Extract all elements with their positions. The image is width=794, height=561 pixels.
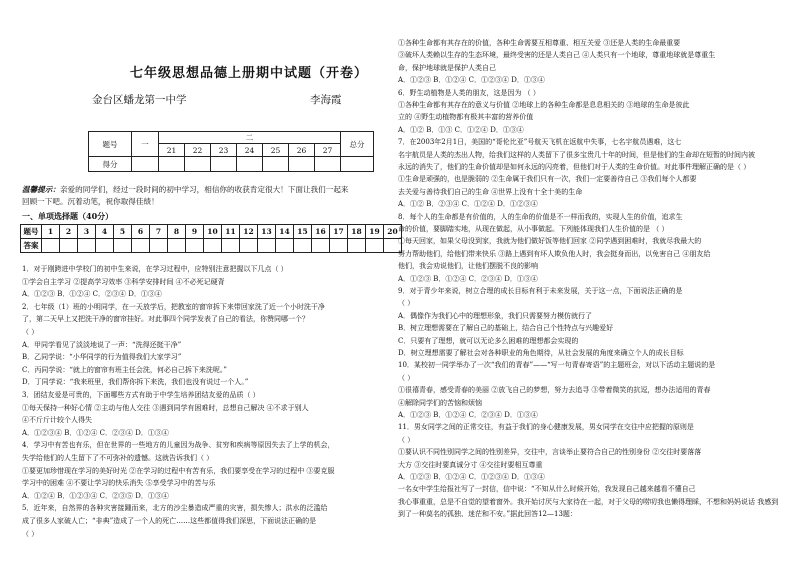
section-title: 一、单项选择题（40分）: [22, 211, 114, 221]
question-line: 失学给他们的人生留下了不可弥补的遗憾。这就告诉我们（ ）: [22, 454, 214, 462]
answer-number: 4: [96, 225, 114, 239]
question-line: （ ）: [398, 373, 415, 382]
answer-cell[interactable]: [114, 239, 132, 253]
question-line: 4．学习中有苦也有乐，但在世界的一些地方的儿童因为战争、贫穷和疾病等原因失去了上学的机会，: [22, 441, 335, 450]
question-line: 6．野生动植物是人类的朋友，这是因为 （ ）: [398, 88, 540, 97]
answer-cell[interactable]: [60, 239, 78, 253]
question-line: 学习中的困难 ④不要让学习的快乐消失 ⑤享受学习中的苦与乐: [22, 479, 216, 488]
answer-number: 5: [114, 225, 132, 239]
question-line: 去关爱与善待我们自己的生命 ④世界上没有十全十美的生命: [398, 187, 583, 196]
question-line: 成了很多人家破人亡；“非典”造成了一个人的死亡……这些都值得我们深思，下面说法正确的是: [22, 517, 317, 525]
question-line: 了，第二天早上又把洗干净的窗帘挂好。对此事四个同学发表了自己的看法，你赞同哪一个？: [22, 315, 309, 324]
question-line: ①要认识不同性别同学之间的性别差异，交往中，言谈举止要符合自己的性别身份 ②交往时要落落: [398, 448, 702, 457]
answer-number: 1: [42, 225, 60, 239]
question-line: （ ）: [22, 328, 39, 336]
question-line: 8．每个人的生命都是有价值的，人的生命的价值是不一样而我的，实现人生的价值，追求生: [398, 212, 683, 221]
score-table: [88, 131, 374, 172]
question-line: 努力帮助他们，给他们带来快乐 ③路上遇到有坏人欺负他人时，我会挺身而出，以免害自己 ④朋友给: [398, 249, 711, 258]
answer-table: [20, 224, 402, 253]
answer-cell[interactable]: [276, 239, 294, 253]
answer-number: 20: [384, 225, 402, 239]
answer-number: 13: [258, 225, 276, 239]
score-cell[interactable]: [132, 157, 159, 172]
question-line: D．树立理想需要了解社会对各种职业的角色期待，从社会发展的角度来确立个人的成长目标: [398, 349, 684, 357]
score-col-two: 二: [159, 132, 341, 144]
score-subcol: 24: [237, 144, 263, 157]
question-line: 9．对于青少年来说，树立合理的成长目标有利于未来发展，关于这一点，下面说法正确的是: [398, 287, 683, 295]
question-line: A．①②③ B．①②④ C．①②③④ D．①③④: [398, 76, 545, 85]
score-subcol: 23: [211, 144, 237, 157]
answer-cell[interactable]: [204, 239, 222, 253]
question-line: 名宇航员是人类的杰出人物，给我们这样的人类留下了很多宝贵几十年的时间，但是他们的生命却在短暂的时间内被: [398, 150, 755, 159]
question-line: 1．对于刚跨进中学校门的初中生来说，在学习过程中，应特别注意把握以下几点（ ）: [22, 265, 288, 273]
question-line: B．树立理想需要在了解自己的基础上，结合自己个性特点与兴趣爱好: [398, 324, 614, 333]
score-subcol: 21: [159, 144, 185, 157]
exam-title: 七年级思想品德上册期中试题（开卷）: [130, 66, 369, 81]
answer-number: 17: [330, 225, 348, 239]
greeting-lead: 温馨提示：: [22, 185, 60, 194]
answer-cell[interactable]: [258, 239, 276, 253]
question-line: A．①②④ B．①②③④ C．②③⑤ D．①③④: [22, 491, 169, 500]
question-line: 2．七年级（1）班的小明同学，在一天放学后，把教室的窗帘拆下来带回家洗了近一个小时洗干净: [22, 302, 325, 311]
answer-cell[interactable]: [132, 239, 150, 253]
answer-cell[interactable]: [168, 239, 186, 253]
school-name: 金台区蟠龙第一中学: [92, 94, 187, 106]
question-line: 永远的消失了，他们的生命价值却是如何永远的闪亮着，但他们对于人类的生命价值。对此事件理解正确的是（ ）: [398, 163, 751, 171]
answer-number: 2: [60, 225, 78, 239]
question-line: B．乙同学说：“小华同学的行为值得我们大家学习”: [22, 353, 182, 362]
question-line: 7．在2003年2月1日，美国的“哥伦比亚”号航天飞机在返航中失事，七名宇航员遇难，这七: [398, 138, 682, 147]
question-line: 我心事重重，总是不自觉的望着窗外。我开始讨厌与大家待在一起，对于父母的唠叨我也懒得理睬，不想和妈妈说话 我感到: [398, 497, 779, 506]
question-line: ④解除同学们的苦恼和烦恼: [398, 398, 482, 407]
score-subcol: 26: [289, 144, 315, 157]
answer-cell[interactable]: [42, 239, 60, 253]
greeting-line1: 亲爱的同学们，经过一段时间的初中学习，相信你的收获肯定很大！下面让我们一起来: [59, 185, 349, 194]
greeting: [22, 184, 388, 208]
question-line: ③破坏人类赖以生存的生态环境，最终受害的还是人类自己 ④人类只有一个地球，尊重地球就是尊重生: [398, 51, 716, 60]
answer-number: 15: [294, 225, 312, 239]
question-line: 大方 ③交往时要真诚分寸 ④交往时要相互尊重: [398, 460, 543, 469]
answer-number: 16: [312, 225, 330, 239]
answer-cell[interactable]: [78, 239, 96, 253]
answer-cell[interactable]: [96, 239, 114, 253]
question-line: ①很禧青春，感受青春的美丽 ②放飞自己的梦想，努力去追寻 ③带着微笑的抗逗，想办法适用的青春: [398, 386, 711, 395]
answer-number: 9: [186, 225, 204, 239]
score-cell[interactable]: [237, 157, 263, 172]
question-line: 立的 ④野生动植物都有极其丰富的营养价值: [398, 113, 534, 122]
answer-cell[interactable]: [186, 239, 204, 253]
teacher-name: 李海霞: [310, 94, 342, 106]
question-line: A．①②③ B．①②④ C．②③④ D．①③④: [398, 411, 538, 419]
answer-number: 3: [78, 225, 96, 239]
score-cell[interactable]: [211, 157, 237, 172]
question-line: C．丙同学说：“就上的窗帘有班主任会洗，何必自己拆下来洗呢。”: [22, 365, 228, 374]
question-line: ①每天回家，如果父母没到家，我就为他们做好饭等他们回家 ②同学遇到困难时，我就尽我最大的: [398, 237, 702, 246]
question-line: 11．男女同学之间的正常交往，有益于我们的身心健康发展，男女同学在交往中应把握的原则是: [398, 423, 694, 432]
question-line: 3．团结友爱是可贵的，下面哪些方式有助于中学生培养团结友爱的品质（ ）: [22, 391, 260, 399]
question-line: A．甲同学看见了淡淡地说了一声：“洗得还挺干净”: [22, 340, 182, 349]
score-cell[interactable]: [263, 157, 289, 172]
greeting-line2: 回顾一下吧。沉着动笔，祝你取得佳绩！: [22, 197, 159, 206]
answer-cell[interactable]: [240, 239, 258, 253]
question-line: ①每天保持一种好心情 ②主动与他人交往 ③遇到同学有困难时，总想自己解决 ④不求于别人: [22, 403, 309, 412]
question-line: A．①② B．②③④ C．①②④ D．①②③④: [398, 200, 538, 209]
answer-row-label: 题号: [21, 225, 42, 239]
answer-cell[interactable]: [312, 239, 330, 253]
question-line: A．①②③④ B．①②④ C．②③④ D．①③④: [22, 428, 169, 437]
answer-cell[interactable]: [330, 239, 348, 253]
answer-number: 11: [222, 225, 240, 239]
answer-number: 6: [132, 225, 150, 239]
question-line: ④不斤斤计较个人得失: [22, 416, 92, 425]
answer-cell[interactable]: [366, 239, 384, 253]
question-line: （ ）: [22, 529, 39, 538]
question-line: （ ）: [398, 435, 415, 444]
answer-number: 7: [150, 225, 168, 239]
answer-number: 18: [348, 225, 366, 239]
score-cell[interactable]: [159, 157, 185, 172]
question-line: 一名女中学生给报社写了一封信，信中说：“不知从什么时候开始，我发现自己越来越看不懂自己: [398, 485, 696, 494]
answer-number: 12: [240, 225, 258, 239]
answer-number: 19: [366, 225, 384, 239]
question-line: ①各种生命都有其存在的意义与价值 ②地球上的各种生命都是息息相关的 ③地球的生命是彼此: [398, 101, 690, 109]
question-line: A．偶像作为我们心中的理想形象，我们只需要努力模仿就行了: [398, 311, 593, 320]
question-line: 命的价值，要脚踏实地，从现在做起，从小事做起。下列能体现我们人生价值的是 （ ）: [398, 225, 669, 233]
score-cell[interactable]: [185, 157, 211, 172]
question-line: A．①②③ B．①②④ C．①②③④ D．①③④: [398, 473, 545, 481]
question-line: A．①② B．①③ C．①②④ D．①③④: [398, 125, 524, 134]
answer-number: 10: [204, 225, 222, 239]
score-row2-label: 得分: [89, 157, 132, 172]
question-line: A．①②③ B．①②④ C．②③④ D．①③④: [398, 274, 538, 283]
question-line: 10．某校初一同学举办了一次“我们的青春”——“写一句青春寄语”的主题班会，对以下活动主题说的是: [398, 361, 716, 370]
question-line: 到了一种莫名的孤独、迷茫和不安。”据此回答12—13题：: [398, 510, 577, 519]
question-line: C．只要有了理想，就可以无论多么困难的理想都会实现的: [398, 336, 579, 345]
question-line: A．①②③ B．①②④ C．②③④ D．①③④: [22, 290, 162, 299]
question-line: ①各种生命都有其存在的价值，各种生命需要互相尊重、相互关爱 ③还是人类的生命最重要: [398, 39, 681, 47]
question-line: ①学会自主学习 ②提高学习效率 ③科学安排时间 ④不必死记硬背: [22, 277, 225, 286]
answer-row-label: 答案: [21, 239, 42, 253]
score-row-label: 题号: [89, 132, 132, 157]
score-cell[interactable]: [341, 157, 374, 172]
answer-cell[interactable]: [150, 239, 168, 253]
answer-cell[interactable]: [222, 239, 240, 253]
answer-cell[interactable]: [294, 239, 312, 253]
answer-number: 14: [276, 225, 294, 239]
score-cell[interactable]: [315, 157, 341, 172]
question-line: 命，保护地球就是保护人类自己: [398, 63, 496, 72]
score-col-one: 一: [132, 132, 159, 157]
score-total: 总分: [341, 132, 374, 157]
question-line: ①生命是顽强的，也是脆弱的 ②生命属于我们只有一次，我们一定要善待自己 ③我们每个人都要: [398, 175, 697, 184]
question-line: 他们，我会劝说他们，让他们摆脱不良的影响: [398, 262, 538, 271]
answer-number: 8: [168, 225, 186, 239]
question-line: ①要更加珍惜现在学习的美好时光 ②在学习的过程中有苦有乐，我们要享受在学习的过程中 ③要克服: [22, 466, 335, 475]
answer-cell[interactable]: [348, 239, 366, 253]
score-subcol: 22: [185, 144, 211, 157]
score-cell[interactable]: [289, 157, 315, 172]
question-line: 5．近年来，自然界的各种灾害接踵而来，北方的沙尘暴造成严重的灾害，损失惨人；洪水的泛滥给: [22, 504, 328, 513]
question-line: D．丁同学说：“我来班里，我们帮你拆下来洗，我们也没有说过一个人。”: [22, 378, 249, 387]
question-line: （ ）: [398, 299, 415, 308]
score-subcol: 27: [315, 144, 341, 157]
score-subcol: 25: [263, 144, 289, 157]
